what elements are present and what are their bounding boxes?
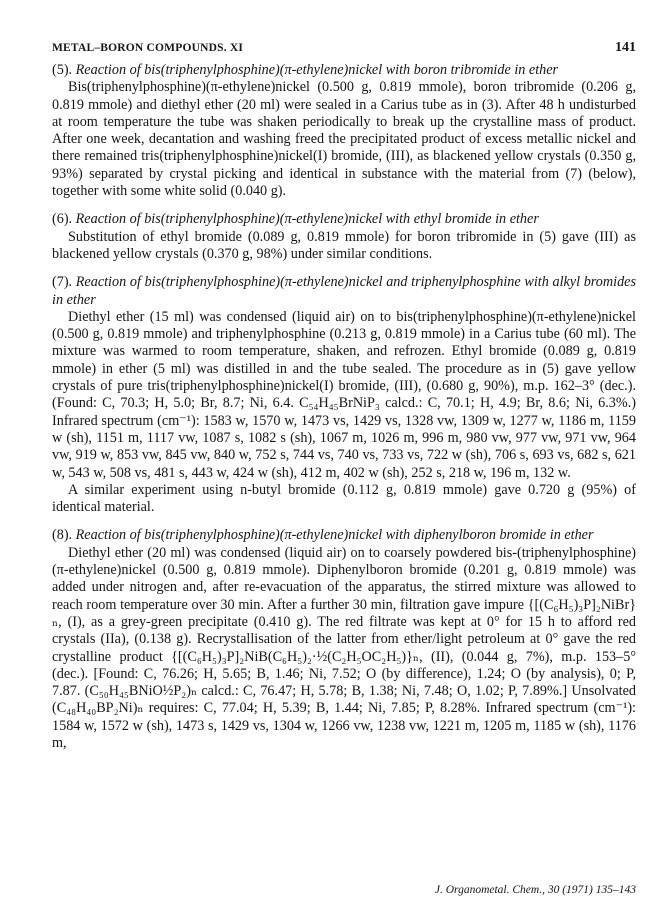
paragraph: A similar experiment using n-butyl bromide (0.112 g, 0.819 mmole) gave 0.720 g (95%) of identical material. bbox=[52, 481, 636, 516]
section-6 bbox=[52, 211, 636, 263]
paragraph: Diethyl ether (20 ml) was condensed (liquid air) on to coarsely powdered bis-(triphenylphosphine)(π-ethylene)nickel (0.500 g, 0.819 mmole). Diphenylboron bromide (0.201 g, 0.819 mmole) was added under nitrogen and, after re-evacuation of the apparatus, the stirred mixture was allowed to reach room temperature over 30 min. After a further 30 min, filtration gave impure {[(C₆H₅)₃P]₂NiBr}ₙ, (I), as a grey-green precipitate (0.410 g). The red filtrate was kept at 0° for 15 h to afford red crystals (IIa), (0.138 g). Recrystallisation of the latter from ether/light petroleum at 0° gave the red crystalline product {[(C₆H₅)₃P]₂NiB(C₆H₅)₂·½(C₂H₅OC₂H₅)}ₙ, (II), (0.044 g, 7%), m.p. 153–5° (dec.). [Found: C, 76.26; H, 5.65; B, 1.46; Ni, 7.52; O (by difference), 1.24; O (by analysis), 0; P, 7.87. (C₅₀H₄₅BNiO½P₂)ₙ calcd.: C, 76.47; H, 5.78; B, 1.38; Ni, 7.48; O, 1.02; P, 7.89%.] Unsolvated (C₄₈H₄₀BP₂Ni)ₙ requires: C, 77.04; H, 5.39; B, 1.44; Ni, 7.85; P, 8.28%. Infrared spectrum (cm⁻¹): 1584 w, 1572 w (sh), 1473 s, 1429 vs, 1304 w, 1266 vw, 1238 vw, 1221 m, 1205 m, 1185 w (sh), 1176 m, bbox=[52, 544, 636, 751]
paragraph: Substitution of ethyl bromide (0.089 g, 0.819 mmole) for boron tribromide in (5) gave (III) as blackened yellow crystals (0.370 g, 98%) under similar conditions. bbox=[52, 228, 636, 262]
section-8 bbox=[52, 527, 636, 752]
page-header bbox=[52, 40, 636, 56]
section-title: (8). Reaction of bis(triphenylphosphine)(π-ethylene)nickel with diphenylboron bromide in ether bbox=[52, 527, 594, 544]
paragraph: Bis(triphenylphosphine)(π-ethylene)nickel (0.500 g, 0.819 mmole), boron tribromide (0.206 g, 0.819 mmole) and diethyl ether (20 ml) were sealed in a Carius tube as in (3). After 48 h undisturbed at room temperature the tube was shaken periodically to break up the crystalline mass of product. After one week, decantation and washing freed the precipitated product of excess metallic nickel and there remained tris(triphenylphosphine)nickel(I) bromide, (III), as blackened yellow crystals (0.350 g, 93%) separated by crystal picking and identical in substance with the material from (7) (below), together with some white solid (0.040 g). bbox=[52, 79, 636, 200]
section-5 bbox=[52, 62, 636, 200]
section-7 bbox=[52, 274, 636, 516]
section-title: (6). Reaction of bis(triphenylphosphine)(π-ethylene)nickel with ethyl bromide in ether bbox=[52, 211, 539, 228]
journal-citation: J. Organometal. Chem., 30 (1971) 135–143 bbox=[434, 884, 636, 896]
section-title: (7). Reaction of bis(triphenylphosphine)(π-ethylene)nickel and triphenylphosphine with alkyl bromides in ether bbox=[52, 274, 636, 308]
paragraph: Diethyl ether (15 ml) was condensed (liquid air) on to bis(triphenylphosphine)(π-ethylene)nickel (0.500 g, 0.819 mmole) and triphenylphosphine (0.213 g, 0.819 mmole) in a Carius tube (60 ml). The mixture was warmed to room temperature, shaken, and refrozen. Ethyl bromide (0.089 g, 0.819 mmole) in ether (5 ml) was distilled in and the tube sealed. The procedure as in (5) gave yellow crystals of pure tris(triphenylphosphine)nickel(I) bromide, (III), (0.680 g, 90%), m.p. 162–3° (dec.). (Found: C, 70.3; H, 5.0; Br, 8.7; Ni, 6.4. C₅₄H₄₅BrNiP₃ calcd.: C, 70.1; H, 4.9; Br, 8.6; Ni, 6.3%.) Infrared spectrum (cm⁻¹): 1583 w, 1570 w, 1473 vs, 1429 vs, 1328 vw, 1309 w, 1277 w, 1186 m, 1159 w (sh), 1151 m, 1117 vw, 1087 s, 1082 s (sh), 1067 m, 1026 m, 996 m, 980 vw, 977 vw, 971 vw, 964 vw, 919 w, 853 vw, 845 vw, 840 w, 752 s, 744 vs, 740 vs, 733 vs, 722 w (sh), 706 s, 693 vs, 682 s, 621 w, 543 w, 508 vs, 481 s, 443 w, 424 w (sh), 412 m, 402 w (sh), 252 s, 218 w, 196 m, 132 w. bbox=[52, 308, 636, 481]
page-number: 141 bbox=[615, 40, 636, 55]
article-body bbox=[52, 62, 636, 763]
running-head: METAL–BORON COMPOUNDS. XI bbox=[52, 42, 244, 54]
section-title: (5). Reaction of bis(triphenylphosphine)(π-ethylene)nickel with boron tribromide in ether bbox=[52, 62, 559, 78]
